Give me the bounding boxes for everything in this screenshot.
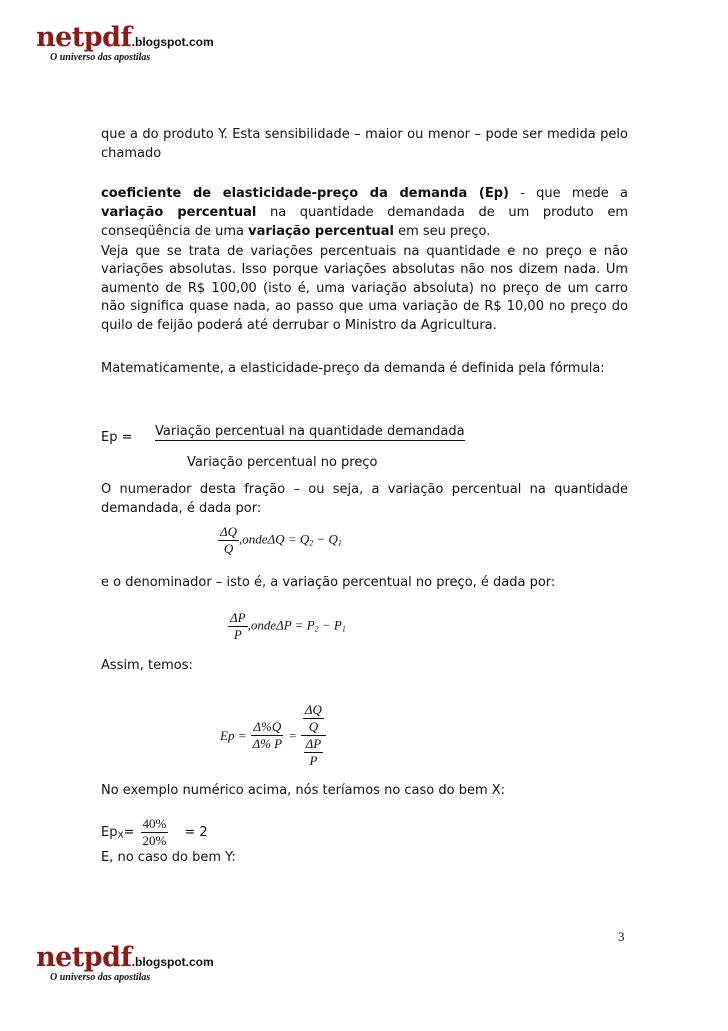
paragraph-9: E, no caso do bem Y: xyxy=(101,850,236,865)
paragraph-3: Veja que se trata de variações percentuais na quantidade e no preço e não variações absolutas. Isso porque variações absolutas não nos dizem nada. Um aumento de R$ 100,00 (isto é, uma variação absoluta) no preço de um carro não significa quase nada, ao passo que uma variação de R$ 10,00 no preço do quilo de feijão poderá até derrubar o Ministro da Agricultura. xyxy=(101,244,628,333)
ep-denominator: Variação percentual no preço xyxy=(187,455,378,470)
paragraph-4: Matematicamente, a elasticidade-preço da demanda é definida pela fórmula: xyxy=(101,361,605,376)
logo-suffix: .blogspot.com xyxy=(131,955,214,969)
formula-delta-q: $\frac{\Delta Q}{Q}$ ,ondeΔQ = $Q_2 - Q_1$ xyxy=(220,524,342,556)
paragraph-7: Assim, temos: xyxy=(101,658,193,673)
logo-tagline: O universo das apostilas xyxy=(50,52,151,63)
page-number: 3 xyxy=(618,929,625,944)
paragraph-5: O numerador desta fração – ou seja, a variação percentual na quantidade demandada, é dada por: xyxy=(101,482,628,516)
paragraph-2: coeficiente de elasticidade-preço da demanda (Ep) - que mede a variação percentual na quantidade demandada de um produto em conseqüência de uma variação percentual em seu preço. xyxy=(101,186,628,239)
logo-tagline: O universo das apostilas xyxy=(50,972,151,983)
ep-label: Ep = xyxy=(101,430,133,445)
header-logo xyxy=(36,24,214,63)
logo-brand: netpdf xyxy=(36,942,132,973)
term-ep: coeficiente de elasticidade-preço da demanda (Ep) xyxy=(101,186,509,201)
paragraph-8: No exemplo numérico acima, nós teríamos no caso do bem X: xyxy=(101,783,506,798)
ep-numerator: Variação percentual na quantidade demandada xyxy=(155,424,465,439)
formula-delta-p: $\frac{\Delta P}{P}$ ,ondeΔP = $P_2 - P_1$ xyxy=(230,610,346,642)
logo-suffix: .blogspot.com xyxy=(131,35,214,49)
epx-example: Ep X = $\frac{40\%}{20\%}$ = 2 xyxy=(101,816,208,848)
paragraph-1: que a do produto Y. Esta sensibilidade – maior ou menor – pode ser medida pelo chamado xyxy=(101,127,628,161)
paragraph-6: e o denominador – isto é, a variação percentual no preço, é dada por: xyxy=(101,575,556,590)
footer-logo xyxy=(36,944,214,983)
logo-brand: netpdf xyxy=(36,22,132,53)
formula-elasticity: Ep = $\frac{\Delta\%Q}{\Delta\% P}$ = $\frac{\frac{\Delta Q}{Q}}{\frac{\Delta P}{P}}$ xyxy=(220,702,326,769)
